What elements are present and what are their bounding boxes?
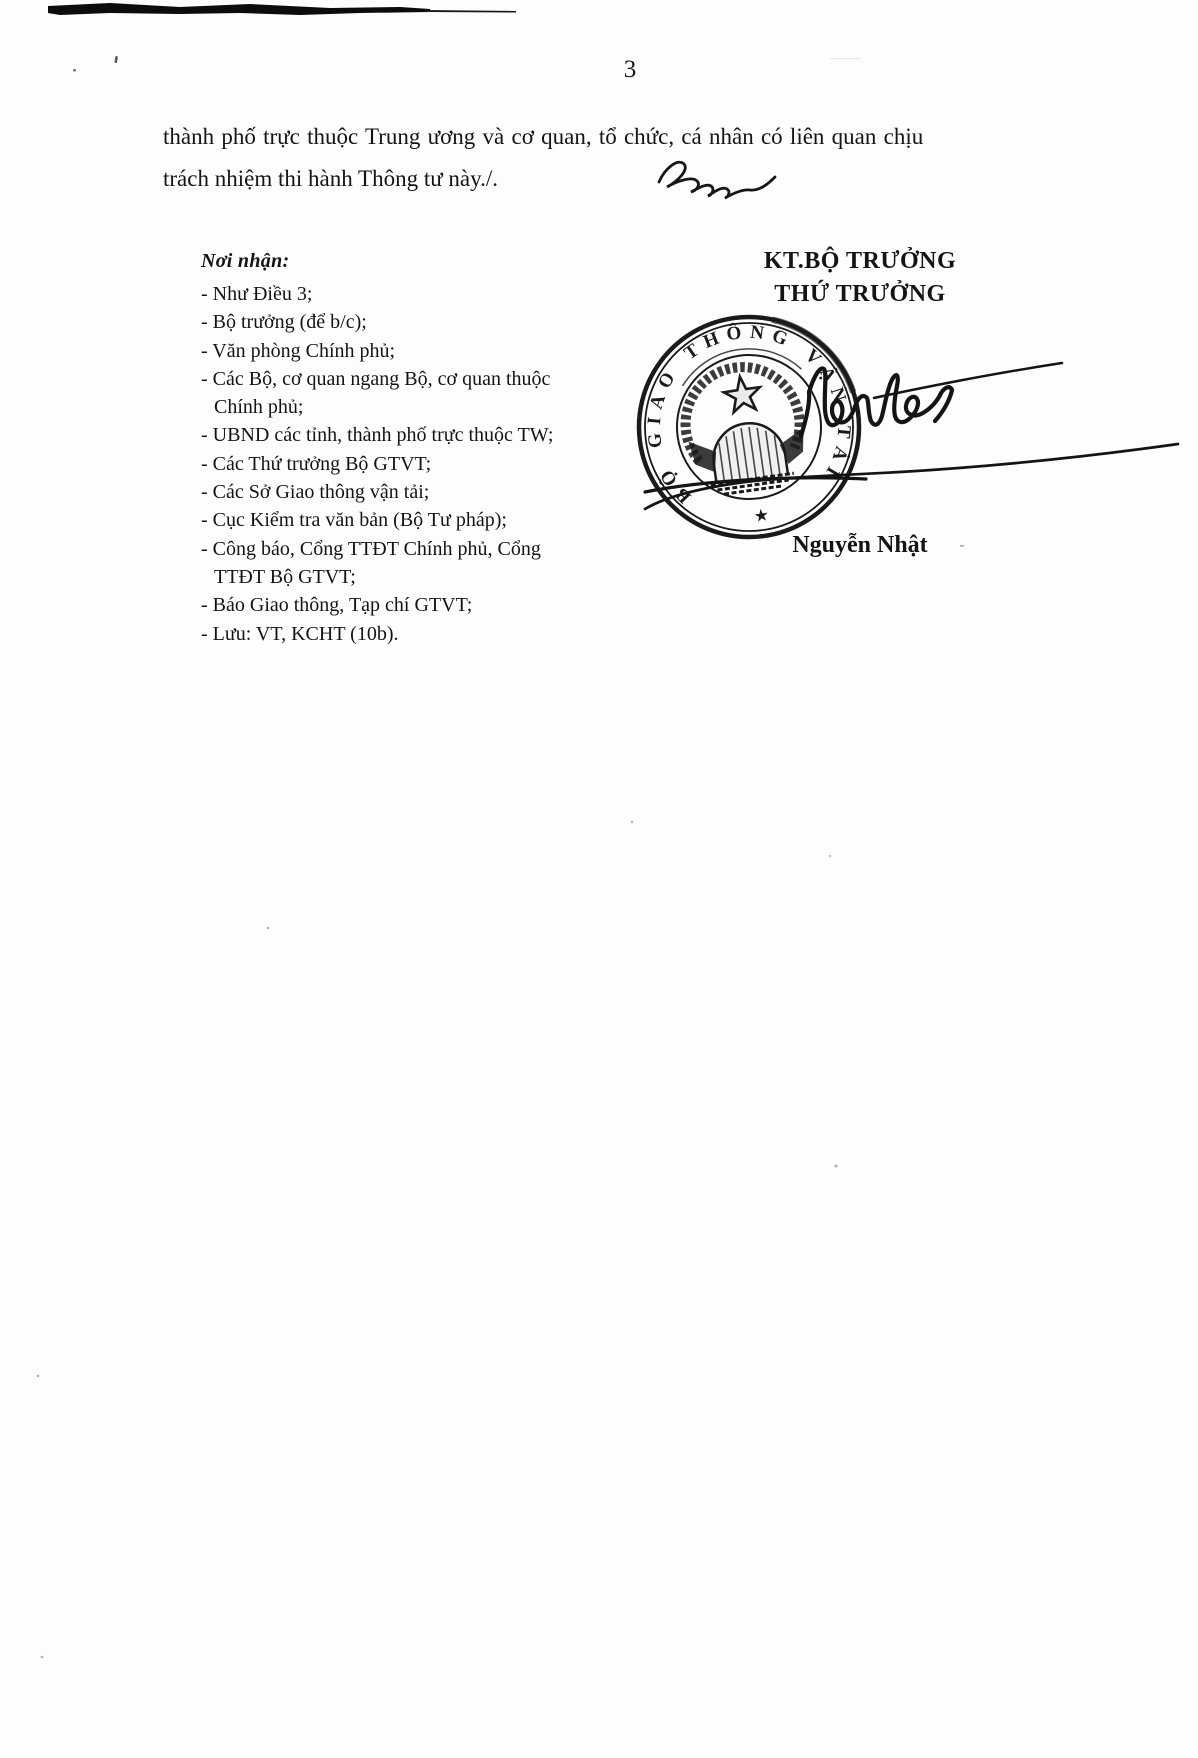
recipient-line: - UBND các tỉnh, thành phố trực thuộc TW;	[201, 424, 554, 447]
emblem-star	[722, 374, 763, 413]
signature-flourish-lower	[645, 444, 1178, 509]
signer-name: Nguyễn Nhật	[792, 532, 928, 558]
seal-ring-smudge	[772, 310, 853, 402]
page-number: 3	[623, 56, 637, 83]
recipient-line: - Các Thứ trưởng Bộ GTVT;	[201, 452, 432, 475]
signature	[645, 363, 1178, 509]
recipient-line: - Các Sở Giao thông vận tải;	[201, 481, 430, 504]
recipient-line: TTĐT Bộ GTVT;	[214, 565, 356, 588]
recipient-line: Chính phủ;	[214, 396, 304, 419]
body-line-1: thành phố trực thuộc Trung ương và cơ quan, tổ chức, cá nhân có liên quan chịu	[163, 124, 924, 149]
seal-text: BỘ GIAO THÔNG VẬN TẢI	[643, 321, 855, 508]
body-line-2: trách nhiệm thi hành Thông tư này./.	[163, 166, 499, 191]
body-paragraph	[163, 116, 975, 200]
recipient-line: - Các Bộ, cơ quan ngang Bộ, cơ quan thuộc	[201, 367, 551, 390]
recipient-line: - Văn phòng Chính phủ;	[201, 339, 396, 362]
emblem-dome-hatch	[717, 424, 780, 483]
signature-scribble	[801, 368, 952, 436]
emblem-wreath	[678, 360, 803, 463]
svg-text:BỘ GIAO THÔNG VẬN TẢI	[630, 307, 863, 512]
emblem-dome	[709, 419, 788, 484]
recipient-line: - Bộ trưởng (để b/c);	[201, 311, 367, 334]
recipients-list	[201, 280, 601, 648]
emblem-base-band	[711, 473, 796, 496]
recipients-heading: Nơi nhận:	[201, 250, 290, 272]
seal-inner-ring	[668, 346, 831, 509]
recipient-line: - Báo Giao thông, Tạp chí GTVT;	[201, 594, 473, 617]
signer-title-line-2: THỨ TRƯỞNG	[774, 281, 946, 307]
seal-star-glyph: ★	[752, 505, 771, 528]
recipient-line: - Công báo, Cổng TTĐT Chính phủ, Cổng	[201, 537, 541, 560]
signer-title-line-1: KT.BỘ TRƯỞNG	[763, 248, 957, 274]
recipients-block	[201, 246, 601, 648]
recipient-line: - Cục Kiểm tra văn bản (Bộ Tư pháp);	[201, 509, 507, 532]
seal-outer-ring	[625, 303, 873, 551]
emblem-leaf-right	[778, 427, 808, 464]
seal-emblem	[678, 359, 811, 498]
recipient-line: - Như Điều 3;	[201, 283, 313, 305]
signature-underline-in-seal	[645, 478, 866, 492]
signer-title-block	[695, 245, 1025, 311]
signature-flourish-upper	[874, 363, 1062, 398]
scan-artifact-bar	[48, 3, 516, 15]
seal-outer-ring-inner-edge	[632, 310, 867, 545]
official-seal	[625, 303, 873, 551]
seal-inner-arc	[679, 341, 802, 386]
recipient-line: - Lưu: VT, KCHT (10b).	[201, 622, 399, 645]
emblem-leaf-left	[688, 438, 718, 475]
